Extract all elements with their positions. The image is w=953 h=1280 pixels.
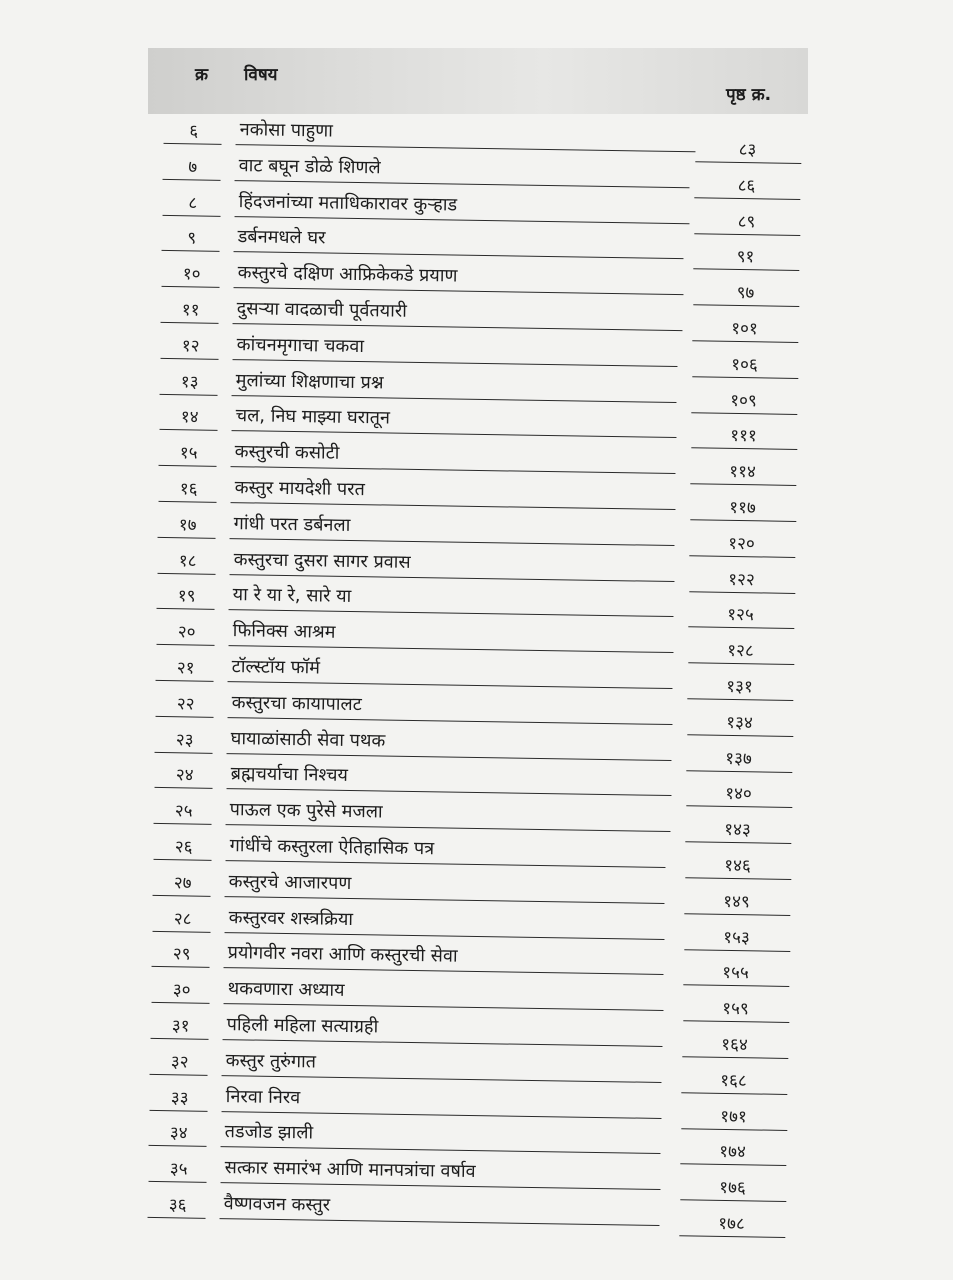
entry-number-underline xyxy=(158,501,216,503)
entry-number: ३५ xyxy=(169,1159,188,1180)
entry-page-number: १४६ xyxy=(723,855,751,877)
entry-page-number: ९१ xyxy=(736,247,755,268)
entry-title-underline xyxy=(227,717,672,725)
entry-title: कस्तुर मायदेशी परत xyxy=(234,477,365,501)
entry-page-underline xyxy=(680,1235,786,1238)
entry-title: सत्कार समारंभ आणि मानपत्रांचा वर्षाव xyxy=(224,1157,476,1183)
entry-number: २८ xyxy=(173,908,192,930)
entry-number-underline xyxy=(159,465,217,467)
entry-page-number: १०९ xyxy=(730,390,758,411)
entry-title: निरवा निरव xyxy=(225,1085,301,1108)
entry-page-number: १४९ xyxy=(723,891,751,913)
entry-title: ब्रह्मचर्याचा निश्चय xyxy=(230,763,348,787)
entry-number: १० xyxy=(182,264,201,285)
entry-number: ३२ xyxy=(171,1052,190,1073)
entry-page-number: १४३ xyxy=(724,820,752,841)
entry-number-underline xyxy=(155,752,213,754)
entry-number: २५ xyxy=(174,801,193,822)
entry-title: चल, निघ माझ्या घरातून xyxy=(235,405,390,429)
column-header-number: क्र xyxy=(195,65,209,85)
entry-title-underline xyxy=(231,466,676,474)
entry-title-underline xyxy=(222,1075,662,1083)
entry-number-underline xyxy=(150,1074,208,1076)
entry-number-underline xyxy=(159,429,217,431)
entry-page-number: ९७ xyxy=(736,283,755,304)
entry-title-underline xyxy=(233,323,683,331)
entry-number-underline xyxy=(154,787,212,789)
entry-title: कस्तुर तुरुंगात xyxy=(226,1049,317,1073)
entry-title-underline xyxy=(233,287,683,295)
entry-number-underline xyxy=(155,716,213,718)
entry-number: ९ xyxy=(187,228,197,249)
entry-title: फिनिक्स आश्रम xyxy=(232,620,336,643)
entry-title-underline xyxy=(220,1218,660,1226)
entry-number: २९ xyxy=(172,944,191,965)
entry-number-underline xyxy=(164,143,222,145)
entry-number: २० xyxy=(177,622,196,643)
entry-number-underline xyxy=(163,179,221,181)
entry-number: १७ xyxy=(178,515,197,536)
entry-number: ३४ xyxy=(170,1123,189,1144)
entry-number-underline xyxy=(152,966,210,968)
entry-page-number: ८३ xyxy=(738,139,757,161)
entry-page-number: १६८ xyxy=(720,1070,748,1092)
entry-number-underline xyxy=(160,394,218,396)
entry-number-underline xyxy=(151,1002,209,1004)
entry-number-underline xyxy=(154,823,212,825)
entry-title: कस्तुरवर शस्त्रक्रिया xyxy=(228,906,353,930)
column-header-subject: विषय xyxy=(244,65,278,85)
entry-page-number: १४० xyxy=(724,784,752,805)
entry-title: दुसऱ्या वादळाची पूर्वतयारी xyxy=(236,298,408,322)
entry-title: वाट बघून डोळे शिणले xyxy=(239,154,382,179)
entry-page-number: १२८ xyxy=(726,641,754,662)
entry-title-underline xyxy=(225,860,665,868)
entry-title: या रे या रे, सारे या xyxy=(232,584,352,608)
entry-title: मुलांच्या शिक्षणाचा प्रश्न xyxy=(235,369,385,394)
entry-page-number: १३७ xyxy=(725,748,753,769)
entry-number-underline xyxy=(153,895,211,897)
entry-page-number: १३१ xyxy=(726,676,754,698)
entry-page-number: १०१ xyxy=(731,318,759,340)
entry-number: १३ xyxy=(181,371,200,393)
entry-number-underline xyxy=(149,1110,207,1112)
entry-number: १९ xyxy=(177,586,196,607)
entry-number: ३६ xyxy=(169,1195,188,1216)
entry-number: २१ xyxy=(176,658,195,679)
entry-number-underline xyxy=(158,537,216,539)
entry-title: वैष्णवजन कस्तुर xyxy=(223,1193,331,1216)
entry-number-underline xyxy=(161,322,219,324)
entry-title: पाऊल एक पुरेसे मजला xyxy=(229,799,383,823)
entry-page-number: ८६ xyxy=(737,175,756,197)
entry-page-number: १७८ xyxy=(718,1213,746,1235)
entry-page-number: १७१ xyxy=(720,1106,747,1127)
entry-title: टॉल्स्टॉय फॉर्म xyxy=(231,656,321,679)
entry-title: कस्तुरचे आजारपण xyxy=(228,870,352,894)
entry-title: डर्बनमधले घर xyxy=(238,226,327,249)
entry-title-underline xyxy=(230,538,675,546)
entry-page-number: १६४ xyxy=(721,1034,748,1056)
entry-title: थकवणारा अध्याय xyxy=(227,978,345,1002)
entry-number: १८ xyxy=(178,550,197,572)
entry-title: गांधी परत डर्बनला xyxy=(233,512,351,536)
entry-number-underline xyxy=(156,644,214,646)
entry-page-number: १५५ xyxy=(722,963,749,984)
entry-page-number: १११ xyxy=(729,426,757,447)
entry-title: घायाळांसाठी सेवा पथक xyxy=(230,727,386,752)
entry-page-number: ११७ xyxy=(728,497,756,519)
entry-title-underline xyxy=(225,896,665,904)
entry-title-underline xyxy=(230,502,675,510)
entry-page-number: १२० xyxy=(728,533,756,555)
entry-title-underline xyxy=(236,144,696,152)
entry-page-number: १७४ xyxy=(719,1142,747,1163)
entry-page-number: ११४ xyxy=(729,462,757,483)
entry-number: २२ xyxy=(176,694,195,715)
entry-title: प्रयोगवीर नवरा आणि कस्तुरची सेवा xyxy=(227,942,458,968)
entry-title-underline xyxy=(226,824,671,832)
entry-page-number: १५९ xyxy=(721,999,749,1020)
entry-title: कस्तुरचे दक्षिण आफ्रिकेकडे प्रयाण xyxy=(237,262,458,287)
entry-number: ६ xyxy=(189,121,199,142)
entry-number: ११ xyxy=(182,300,201,321)
entry-title: गांधींचे कस्तुरला ऐतिहासिक पत्र xyxy=(229,835,434,860)
entry-number-underline xyxy=(149,1145,207,1147)
entry-page-number: १२२ xyxy=(727,569,755,590)
entry-number: १४ xyxy=(180,407,199,428)
entry-number-underline xyxy=(151,1038,209,1040)
entry-number: २३ xyxy=(175,729,194,751)
entry-title-underline xyxy=(228,681,673,689)
entry-number: ३० xyxy=(172,980,191,1001)
entry-title-underline xyxy=(223,1003,663,1011)
entry-number-underline xyxy=(157,573,215,575)
entry-page-number: १०६ xyxy=(730,354,758,376)
entry-title: तडजोड झाली xyxy=(225,1121,314,1144)
entry-page-number: १३४ xyxy=(725,712,753,734)
entry-number-underline xyxy=(162,215,220,217)
entry-page-number: १७६ xyxy=(718,1178,746,1199)
entry-number: २४ xyxy=(175,765,194,786)
entry-number-underline xyxy=(152,931,210,933)
entry-title-underline xyxy=(232,359,677,367)
entry-title-underline xyxy=(235,180,690,188)
entry-title-underline xyxy=(220,1182,660,1190)
entry-number: १२ xyxy=(181,336,200,357)
entry-number-underline xyxy=(148,1181,206,1183)
entry-number: ३१ xyxy=(171,1016,190,1037)
entry-title: कस्तुरची कसोटी xyxy=(234,441,340,464)
entry-number-underline xyxy=(153,859,211,861)
entry-page-number: १५३ xyxy=(722,927,750,948)
entry-title-underline xyxy=(228,645,673,653)
entry-number: ३३ xyxy=(170,1087,189,1109)
entry-number-underline xyxy=(162,250,220,252)
entry-number: २६ xyxy=(174,837,193,858)
entry-number: २७ xyxy=(173,873,192,894)
entry-number-underline xyxy=(148,1217,206,1219)
entry-number-underline xyxy=(157,608,215,610)
entry-title-underline xyxy=(223,1039,663,1047)
entry-number-underline xyxy=(156,680,214,682)
entry-title: हिंदजनांच्या मताधिकारावर कुऱ्हाड xyxy=(238,190,458,216)
entry-number: १५ xyxy=(180,443,199,464)
entry-title: कस्तुरचा कायापालट xyxy=(231,691,362,715)
entry-number-underline xyxy=(161,286,219,288)
entry-title: पहिली महिला सत्याग्रही xyxy=(226,1014,379,1038)
entry-number: ७ xyxy=(188,157,198,178)
entry-number-underline xyxy=(160,358,218,360)
entry-title: नकोसा पाहुणा xyxy=(239,119,334,142)
entry-title: कांचनमृगाचा चकवा xyxy=(236,333,364,357)
entry-title: कस्तुरचा दुसरा सागर प्रवास xyxy=(233,548,411,573)
entry-number: १६ xyxy=(179,479,198,500)
entry-number: ८ xyxy=(188,192,198,214)
entry-page-number: ८९ xyxy=(737,211,756,232)
entry-page-number: १२५ xyxy=(727,605,755,626)
column-header-page: पृष्ठ क्र. xyxy=(726,85,772,105)
